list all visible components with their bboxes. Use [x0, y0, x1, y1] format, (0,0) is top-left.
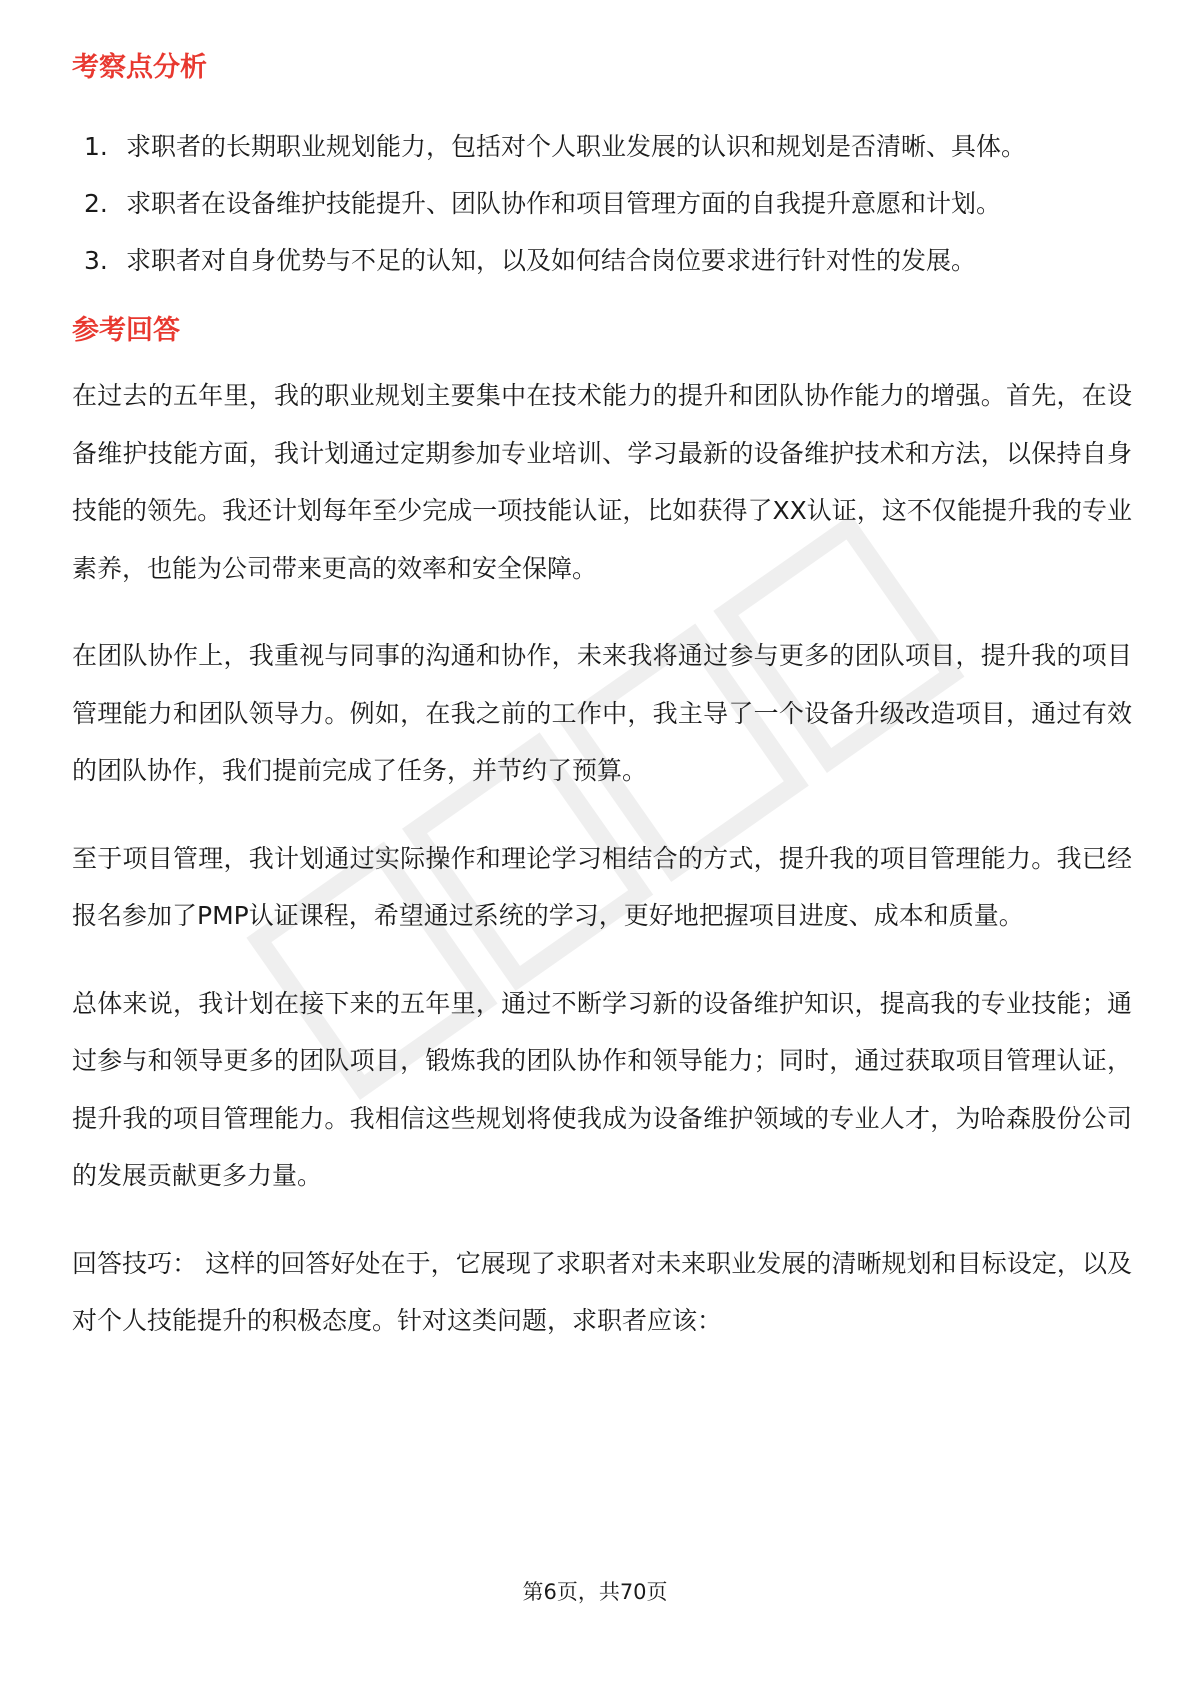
list-item-text: 求职者的长期职业规划能力，包括对个人职业发展的认识和规划是否清晰、具体。 — [126, 132, 1027, 161]
list-item-number: 3. — [84, 246, 108, 275]
list-item — [72, 118, 1132, 175]
list-item-number: 1. — [84, 132, 108, 161]
analysis-heading: 考察点分析 — [72, 52, 207, 83]
answer-paragraph: 在团队协作上，我重视与同事的沟通和协作，未来我将通过参与更多的团队项目，提升我的项目管理能力和团队领导力。例如，在我之前的工作中，我主导了一个设备升级改造项目，通过有效的团队协作，我们提前完成了任务，并节约了预算。 — [72, 641, 1132, 785]
answer-paragraph: 在过去的五年里，我的职业规划主要集中在技术能力的提升和团队协作能力的增强。首先，在设备维护技能方面，我计划通过定期参加专业培训、学习最新的设备维护技术和方法，以保持自身技能的领先。我还计划每年至少完成一项技能认证，比如获得了XX认证，这不仅能提升我的专业素养，也能为公司带来更高的效率和安全保障。 — [72, 381, 1132, 583]
list-item-text: 求职者对自身优势与不足的认知，以及如何结合岗位要求进行针对性的发展。 — [126, 246, 977, 275]
answer-heading: 参考回答 — [72, 315, 180, 346]
answer-tips-paragraph: 回答技巧： 这样的回答好处在于，它展现了求职者对未来职业发展的清晰规划和目标设定，以及对个人技能提升的积极态度。针对这类问题，求职者应该： — [72, 1248, 1132, 1335]
answer-paragraph: 总体来说，我计划在接下来的五年里，通过不断学习新的设备维护知识，提高我的专业技能；通过参与和领导更多的团队项目，锻炼我的团队协作和领导能力；同时，通过获取项目管理认证，提升我的项目管理能力。我相信这些规划将使我成为设备维护领域的专业人才，为哈森股份公司的发展贡献更多力量。 — [72, 988, 1132, 1190]
list-item-text: 求职者在设备维护技能提升、团队协作和项目管理方面的自我提升意愿和计划。 — [126, 189, 1002, 218]
list-item — [72, 232, 1132, 289]
analysis-list — [72, 118, 1132, 289]
list-item — [72, 175, 1132, 232]
list-item-number: 2. — [84, 189, 108, 218]
document-page — [72, 50, 1132, 1350]
answer-paragraph: 至于项目管理，我计划通过实际操作和理论学习相结合的方式，提升我的项目管理能力。我已经报名参加了PMP认证课程，希望通过系统的学习，更好地把握项目进度、成本和质量。 — [72, 843, 1132, 930]
page-number: 第6页，共70页 — [522, 1580, 668, 1604]
